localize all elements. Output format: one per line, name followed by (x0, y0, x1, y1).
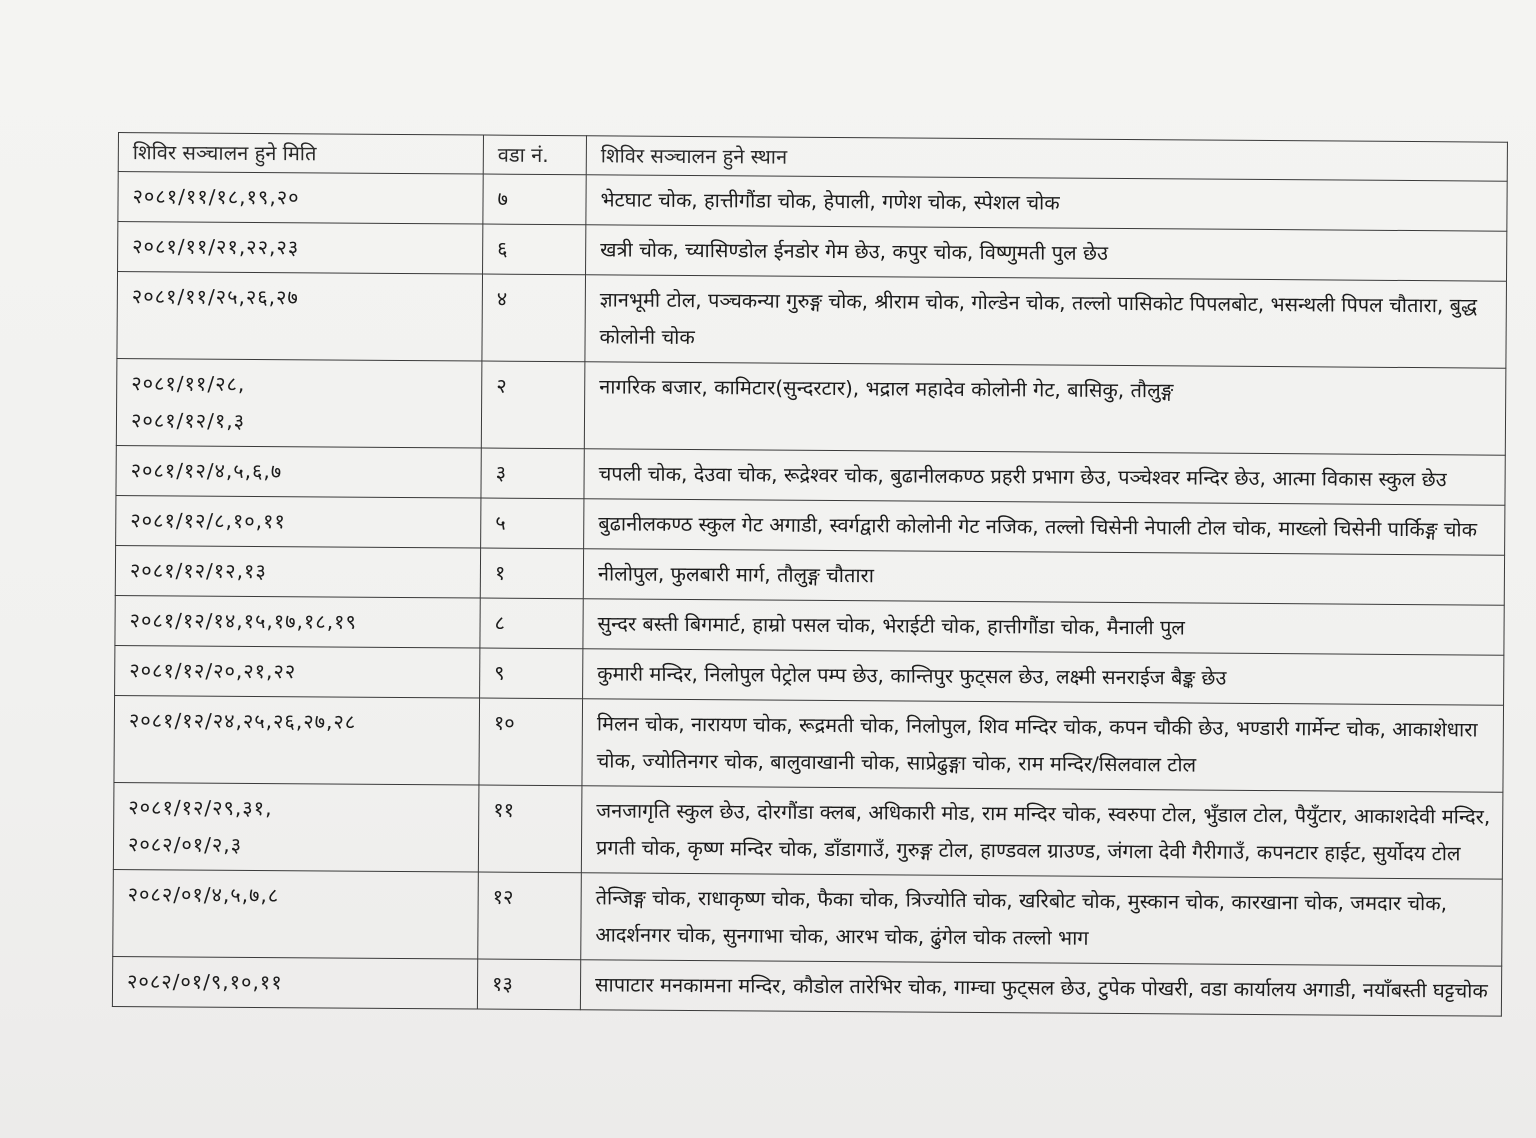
header-place: शिविर सञ्चालन हुने स्थान (586, 136, 1507, 181)
date-cell (114, 695, 480, 785)
date-cell (115, 595, 480, 648)
place-cell: कुमारी मन्दिर, निलोपुल पेट्रोल पम्प छेउ, कान्तिपुर फुट्सल छेउ, लक्ष्मी सनराईज बैङ्क छेउ (583, 649, 1504, 705)
date-cell (117, 272, 483, 362)
place-cell: भेटघाट चोक, हात्तीगौंडा चोक, हेपाली, गणेश चोक, स्पेशल चोक (586, 175, 1507, 231)
place-cell: सापाटार मनकामना मन्दिर, कौडोल तारेभिर चोक, गाम्चा फुट्सल छेउ, टुपेक पोखरी, वडा कार्यालय अगाडी, नयाँबस्ती घट्टचोक (580, 960, 1501, 1016)
date-cell (118, 222, 483, 275)
date-text: २०८१/११/२१,२२,२३ (132, 234, 300, 260)
table-row (112, 956, 1501, 1016)
place-cell: बुढानीलकण्ठ स्कुल गेट अगाडी, स्वर्गद्वारी कोलोनी गेट नजिक, तल्लो चिसेनी नेपाली टोल चोक, माख्लो चिसेनी पार्किङ्ग चोक (584, 499, 1505, 555)
ward-cell: १२ (478, 872, 582, 960)
date-text: २०८२/०१/४,५,७,८ (127, 882, 280, 908)
place-cell: मिलन चोक, नारायण चोक, रूद्रमती चोक, निलोपुल, शिव मन्दिर चोक, कपन चौकी छेउ, भण्डारी गार्मेन्ट चोक, आकाशेधारा चोक, ज्योतिनगर चोक, बालुवाखानी चोक, साप्रेढुङ्गा चोक, राम मन्दिर/सिलवाल टोल (582, 699, 1504, 792)
ward-cell: २ (481, 361, 585, 449)
place-cell: खत्री चोक, च्यासिण्डोल ईनडोर गेम छेउ, कपुर चोक, विष्णुमती पुल छेउ (586, 225, 1507, 281)
date-text: २०८१/१२/१२,१३ (129, 558, 267, 584)
ward-cell: ७ (483, 174, 586, 225)
date-text: २०८१/१२/२४,२५,२६,२७,२८ (128, 708, 357, 734)
table-row (114, 695, 1504, 792)
ward-cell: ४ (482, 274, 586, 362)
date-cell (115, 645, 480, 698)
ward-cell: ६ (483, 224, 586, 275)
table-row (117, 272, 1507, 369)
date-text: २०८१/११/२८, (131, 371, 246, 396)
place-cell: तेन्जिङ्ग चोक, राधाकृष्ण चोक, फैका चोक, त्रिज्योति चोक, खरिबोट चोक, मुस्कान चोक, कारखाना चोक, जमदार चोक, आदर्शनगर चोक, सुनगाभा चोक, आरभ चोक, ढुंगेल चोक तल्लो भाग (581, 873, 1503, 966)
date-cell (112, 956, 477, 1009)
date-text: २०८१/१२/४,५,६,७ (130, 458, 283, 484)
date-cell (116, 445, 481, 498)
header-ward: वडा नं. (483, 135, 586, 175)
table-row (116, 358, 1506, 455)
ward-cell: ३ (481, 448, 584, 499)
table-body (112, 172, 1507, 1017)
ward-cell: १३ (477, 959, 580, 1010)
date-cell (118, 172, 483, 225)
date-text: २०८२/०१/२,३ (127, 832, 243, 857)
camp-schedule-table (112, 132, 1508, 1017)
date-text: २०८१/११/१८,१९,२० (132, 184, 300, 210)
date-text: २०८१/१२/१,३ (130, 408, 246, 433)
date-text: २०८१/१२/१४,१५,१७,१८,१९ (129, 608, 357, 634)
date-cell (116, 495, 481, 548)
date-cell (116, 358, 482, 448)
date-cell (113, 782, 479, 872)
date-cell (113, 869, 479, 959)
date-text: २०८१/१२/८,१०,११ (130, 508, 286, 534)
date-text: २०८१/१२/२९,३१, (128, 795, 273, 821)
ward-cell: ५ (481, 498, 584, 549)
table-row (113, 869, 1503, 966)
ward-cell: ११ (478, 785, 582, 873)
place-cell: जनजागृति स्कुल छेउ, दोरगौंडा क्लब, अधिकारी मोड, राम मन्दिर चोक, स्वरुपा टोल, भुँडाल टोल, पैयुँटार, आकाशदेवी मन्दिर, प्रगती चोक, कृष्ण मन्दिर चोक, डाँडागाउँ, गुरुङ्ग टोल, हाण्डवल ग्राउण्ड, जंगला देवी गैरीगाउँ, कपनटार हाईट, सुर्योदय टोल (581, 786, 1503, 879)
date-text: २०८१/१२/२०,२१,२२ (129, 658, 297, 684)
table-row (113, 782, 1503, 879)
place-cell: चपली चोक, देउवा चोक, रूद्रेश्वर चोक, बुढानीलकण्ठ प्रहरी प्रभाग छेउ, पञ्चेश्वर मन्दिर छेउ, आत्मा विकास स्कुल छेउ (584, 449, 1505, 505)
place-cell: ज्ञानभूमी टोल, पञ्चकन्या गुरुङ्ग चोक, श्रीराम चोक, गोल्डेन चोक, तल्लो पासिकोट पिपलबोट, भसन्थली पिपल चौतारा, बुद्ध कोलोनी चोक (585, 275, 1507, 368)
place-cell: नीलोपुल, फुलबारी मार्ग, तौलुङ्ग चौतारा (583, 549, 1504, 605)
place-cell: सुन्दर बस्ती बिगमार्ट, हाम्रो पसल चोक, भेराईटी चोक, हात्तीगौंडा चोक, मैनाली पुल (583, 599, 1504, 655)
date-text: २०८१/११/२५,२६,२७ (131, 284, 299, 310)
date-text: २०८२/०१/९,१०,११ (126, 969, 283, 995)
header-date: शिविर सञ्चालन हुने मिति (118, 133, 483, 175)
date-cell (115, 545, 480, 598)
ward-cell: ९ (480, 648, 583, 699)
ward-cell: १० (479, 698, 583, 786)
place-cell: नागरिक बजार, कामिटार(सुन्दरटार), भद्राल महादेव कोलोनी गेट, बासिकु, तौलुङ्ग (584, 362, 1506, 455)
ward-cell: १ (480, 548, 583, 599)
ward-cell: ८ (480, 598, 583, 649)
